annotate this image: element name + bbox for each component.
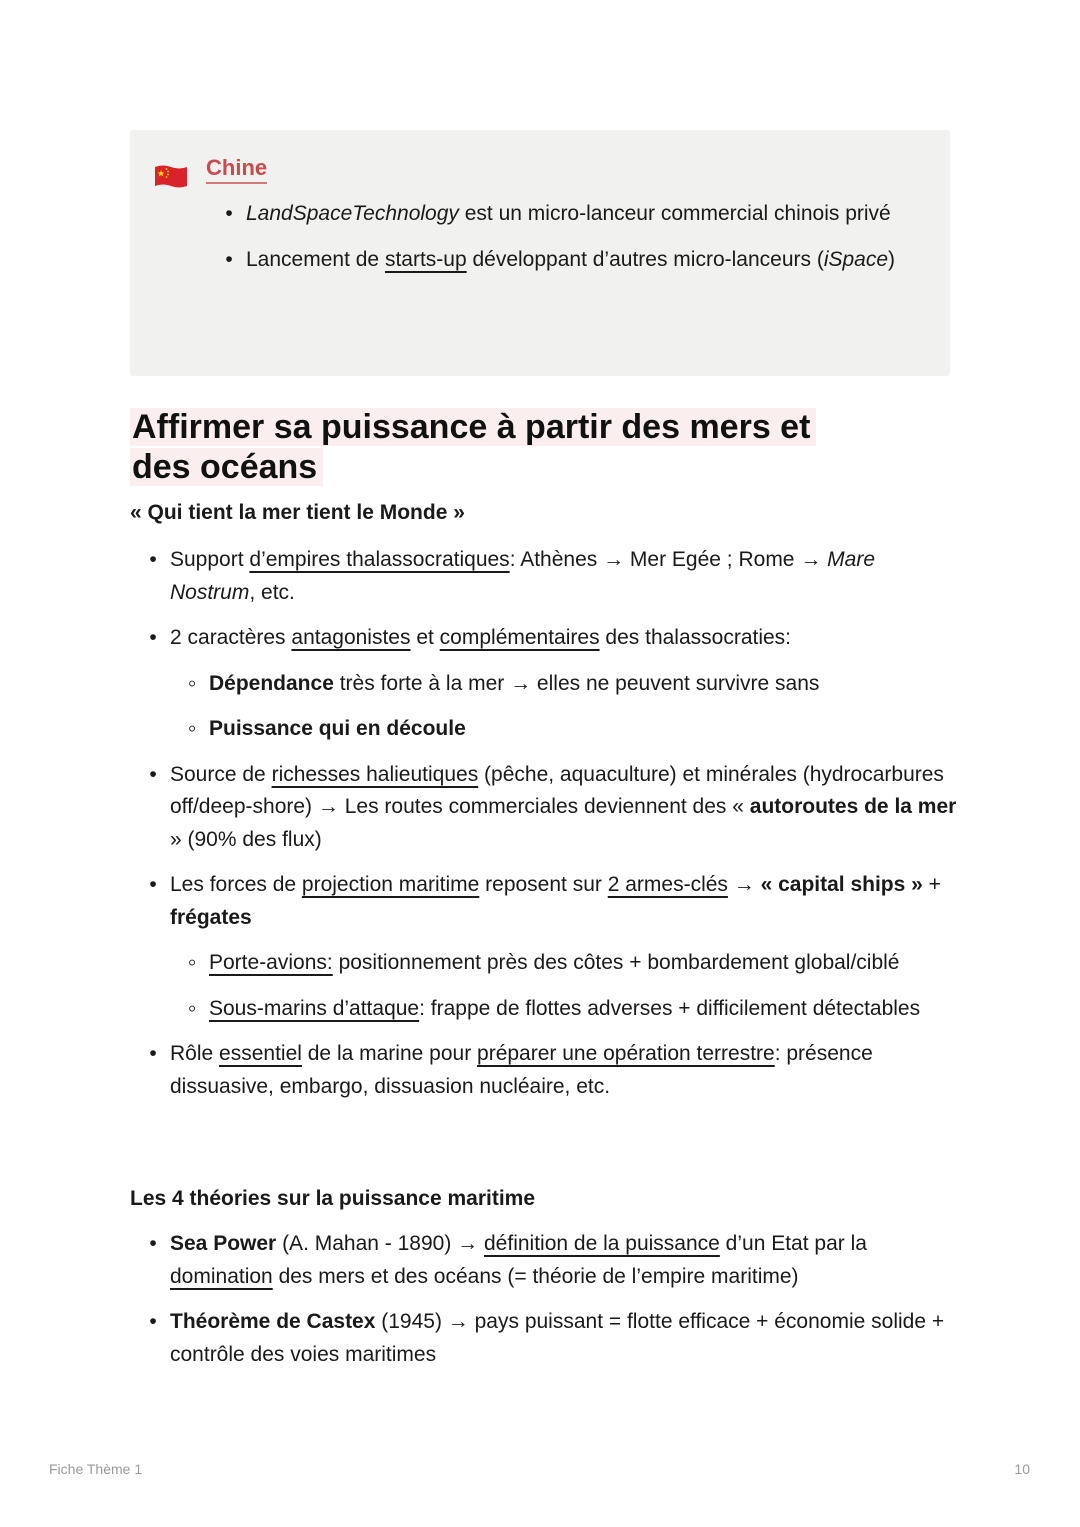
text: → (727, 873, 761, 896)
text: Support (170, 548, 250, 571)
bold-term: Dépendance (209, 671, 334, 695)
text: positionnement près des côtes + bombardement global/ciblé (332, 951, 900, 974)
text: Source de (170, 762, 272, 786)
underlined-term: projection maritime (301, 873, 480, 896)
text: et (410, 626, 440, 649)
footer-page-number: 10 (1014, 1461, 1030, 1477)
sub-list-item (209, 713, 960, 746)
heading-text: Affirmer sa puissance à partir des mers et des océans (130, 408, 816, 486)
subheading-theories: Les 4 théories sur la puissance maritime (130, 1187, 536, 1210)
text: des mers et des océans (= théorie de l’empire maritime) (272, 1264, 799, 1288)
sub-list (209, 947, 960, 1025)
list-item (170, 1038, 960, 1103)
text: Rôle (170, 1042, 220, 1065)
list-item (170, 1228, 960, 1293)
text: + (922, 873, 941, 896)
underlined-term: d’empires thalassocratiques (249, 548, 510, 571)
text: des thalassocraties: (599, 626, 792, 649)
underlined-term: antagonistes (291, 626, 411, 649)
underlined-term: starts-up (384, 247, 467, 271)
callout-title: Chine (206, 155, 267, 184)
list-item (170, 869, 960, 1025)
text: est un micro-lanceur commercial chinois privé (458, 202, 891, 225)
sub-list-item (209, 993, 960, 1026)
callout-list (246, 198, 926, 289)
sub-list (209, 668, 960, 746)
theories-list (170, 1228, 960, 1384)
subheading-quote: « Qui tient la mer tient le Monde » (130, 501, 465, 524)
footer-doc-title: Fiche Thème 1 (49, 1461, 143, 1477)
underlined-term: Sous-marins d’attaque (209, 996, 420, 1020)
text: d’un Etat par la (719, 1232, 867, 1255)
list-item (170, 759, 960, 857)
underlined-term: essentiel (219, 1042, 302, 1065)
italic-term: iSpace (823, 247, 889, 271)
list-item (246, 244, 926, 277)
underlined-term: domination (170, 1264, 273, 1288)
bold-term: frégates (170, 905, 252, 929)
bold-term: Sea Power (170, 1232, 277, 1255)
text: (1945) → pays puissant = flotte efficace + économie solide + contrôle des voies maritimes (170, 1310, 945, 1366)
underlined-term: préparer une opération terrestre (477, 1042, 775, 1065)
text: Lancement de (246, 247, 385, 271)
underlined-term: 2 armes-clés (607, 873, 728, 896)
list-item (170, 1306, 960, 1371)
underlined-term: complémentaires (439, 626, 600, 649)
callout-china (130, 130, 950, 376)
china-flag-icon (153, 163, 188, 189)
text: très forte à la mer → elles ne peuvent survivre sans (333, 671, 820, 695)
list-item (170, 544, 960, 609)
text: reposent sur (479, 873, 608, 896)
text: , etc. (249, 580, 295, 604)
sub-list-item (209, 947, 960, 980)
underlined-term: Porte-avions: (209, 951, 333, 974)
list-item (170, 622, 960, 746)
list-item (246, 198, 926, 231)
underlined-term: définition de la puissance (484, 1232, 720, 1255)
text: Les forces de (170, 873, 302, 896)
text: » (90% des flux) (170, 827, 322, 851)
bold-term: autoroutes de la mer (749, 795, 957, 818)
text: (A. Mahan - 1890) → (276, 1232, 484, 1255)
bold-term: « capital ships » (760, 873, 923, 896)
main-list (170, 544, 960, 1116)
text: 2 caractères (170, 626, 292, 649)
text: ) (888, 247, 896, 271)
bold-term: Théorème de Castex (170, 1310, 376, 1333)
bold-term: Puissance qui en découle (209, 717, 466, 740)
text: : Athènes → Mer Egée ; Rome → (509, 548, 828, 571)
sub-list-item (209, 668, 960, 701)
section-heading (130, 407, 870, 487)
text: développant d’autres micro-lanceurs ( (466, 247, 824, 271)
text: (pêche, aquaculture) et minérales (hydrocarbures off/deep-shore) → Les routes commerciales deviennent des « (170, 762, 944, 818)
text: de la marine pour (301, 1042, 478, 1065)
text: : frappe de flottes adverses + difficilement détectables (419, 996, 921, 1020)
underlined-term: richesses halieutiques (271, 762, 479, 786)
text: : présence dissuasive, embargo, dissuasion nucléaire, etc. (170, 1042, 873, 1098)
italic-term: Mare Nostrum (170, 548, 876, 604)
italic-term: LandSpaceTechnology (246, 202, 459, 225)
